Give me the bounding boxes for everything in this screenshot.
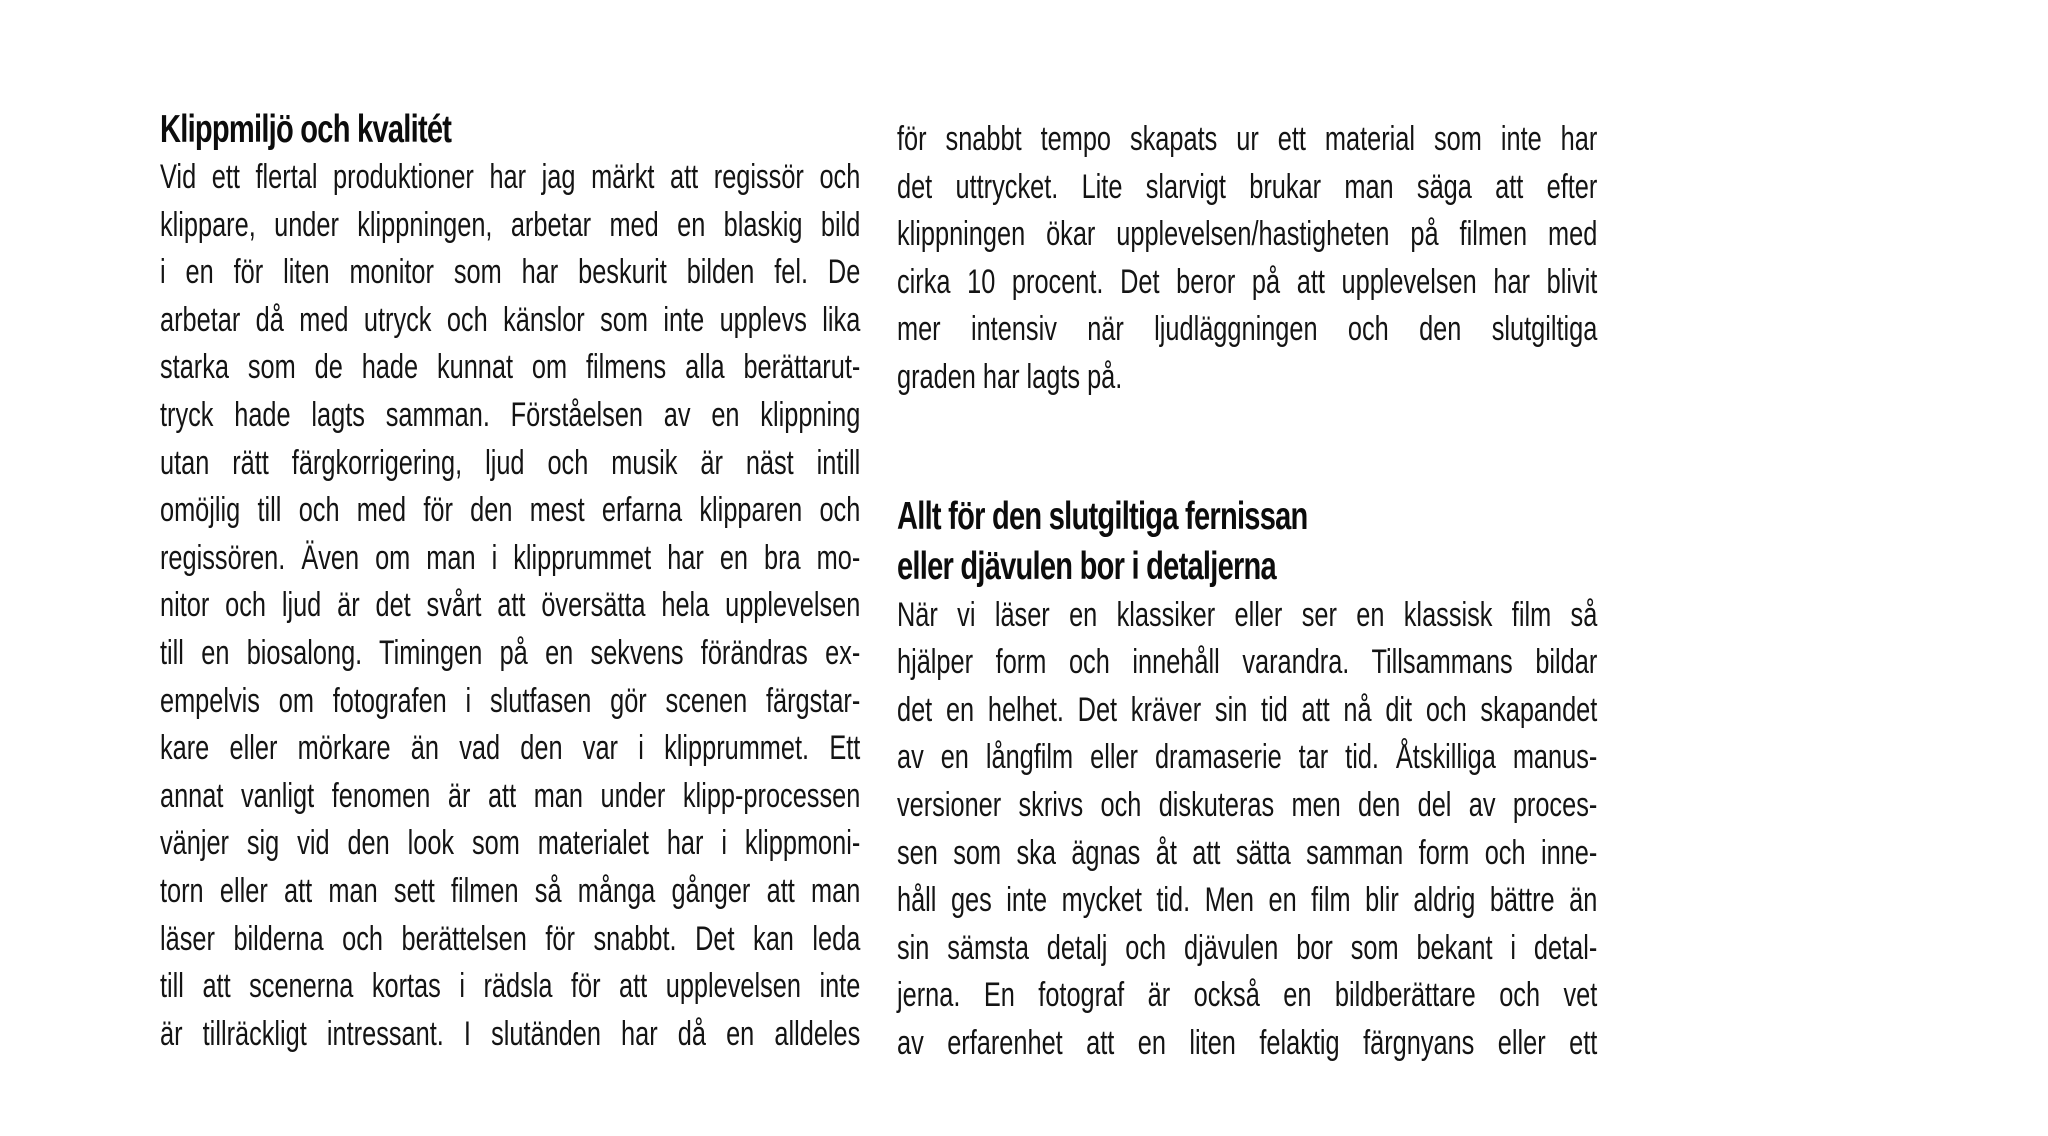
text-line: torn eller att man sett filmen så många gånger att man — [160, 871, 861, 910]
paragraph-right-bottom — [897, 592, 1597, 1068]
text-line: är tillräckligt intressant. I slutänden har då en alldeles — [160, 1014, 861, 1053]
text-line: tryck hade lagts samman. Förståelsen av en klippning — [160, 395, 861, 434]
text-line: När vi läser en klassiker eller ser en klassisk film så — [897, 595, 1598, 634]
section-heading-klippmiljo: Klippmiljö och kvalitét — [160, 108, 452, 151]
text-line: sin sämsta detalj och djävulen bor som bekant i detal- — [897, 928, 1598, 967]
paragraph-right-top — [897, 116, 1597, 402]
text-line: utan rätt färgkorrigering, ljud och musik är näst intill — [160, 443, 861, 482]
text-line: nitor och ljud är det svårt att översätta hela upplevelsen — [160, 586, 861, 625]
text-line: av en långfilm eller dramaserie tar tid. Åtskilliga manus- — [897, 738, 1598, 777]
text-line: till att scenerna kortas i rädsla för att upplevelsen inte — [160, 967, 861, 1006]
section-gap — [897, 402, 1597, 492]
text-line: för snabbt tempo skapats ur ett material som inte har — [897, 120, 1598, 158]
text-line: klippare, under klippningen, arbetar med en blaskig bild — [160, 205, 861, 244]
text-line: till en biosalong. Timingen på en sekvens förändras ex- — [160, 633, 861, 672]
text-line: jerna. En fotograf är också en bildberättare och vet — [897, 976, 1598, 1015]
text-line: versioner skrivs och diskuteras men den del av proces- — [897, 785, 1598, 824]
text-line: starka som de hade kunnat om filmens alla berättarut- — [160, 348, 861, 387]
text-line: empelvis om fotografen i slutfasen gör scenen färgstar- — [160, 681, 861, 720]
text-line: kare eller mörkare än vad den var i klipprummet. Ett — [160, 729, 861, 768]
text-line: sen som ska ägnas åt att sätta samman form och inne- — [897, 833, 1598, 872]
text-line: i en för liten monitor som har beskurit bilden fel. De — [160, 253, 861, 292]
text-line: Vid ett flertal produktioner har jag märkt att regissör och — [160, 158, 861, 196]
text-line: graden har lagts på. — [897, 357, 1123, 396]
text-line: det en helhet. Det kräver sin tid att nå dit och skapandet — [897, 690, 1598, 729]
section-heading-fernissan-line2: eller djävulen bor i detaljerna — [897, 544, 1276, 588]
text-line: regissören. Även om man i klipprummet har en bra mo- — [160, 538, 861, 577]
left-column-text — [160, 106, 860, 1058]
text-line: mer intensiv när ljudläggningen och den slutgiltiga — [897, 310, 1598, 349]
text-line: läser bilderna och berättelsen för snabbt. Det kan leda — [160, 919, 861, 958]
text-line: av erfarenhet att en liten felaktig färgnyans eller ett — [897, 1023, 1598, 1062]
section-heading-fernissan-line1: Allt för den slutgiltiga fernissan — [897, 494, 1308, 538]
text-line: hjälper form och innehåll varandra. Tillsammans bildar — [897, 643, 1598, 682]
paragraph-left — [160, 154, 860, 1058]
text-line: det uttrycket. Lite slarvigt brukar man säga att efter — [897, 167, 1598, 206]
right-column-text — [897, 116, 1597, 1068]
text-line: omöjlig till och med för den mest erfarna klipparen och — [160, 491, 861, 530]
text-line: vänjer sig vid den look som materialet har i klippmoni- — [160, 824, 861, 863]
text-line: cirka 10 procent. Det beror på att upplevelsen har blivit — [897, 262, 1598, 301]
right-column — [897, 116, 1837, 1068]
text-line: klippningen ökar upplevelsen/hastigheten på filmen med — [897, 215, 1598, 254]
text-line: håll ges inte mycket tid. Men en film blir aldrig bättre än — [897, 881, 1598, 920]
text-line: arbetar då med utryck och känslor som inte upplevs lika — [160, 300, 861, 339]
text-line: annat vanligt fenomen är att man under klipp-processen — [160, 776, 861, 815]
